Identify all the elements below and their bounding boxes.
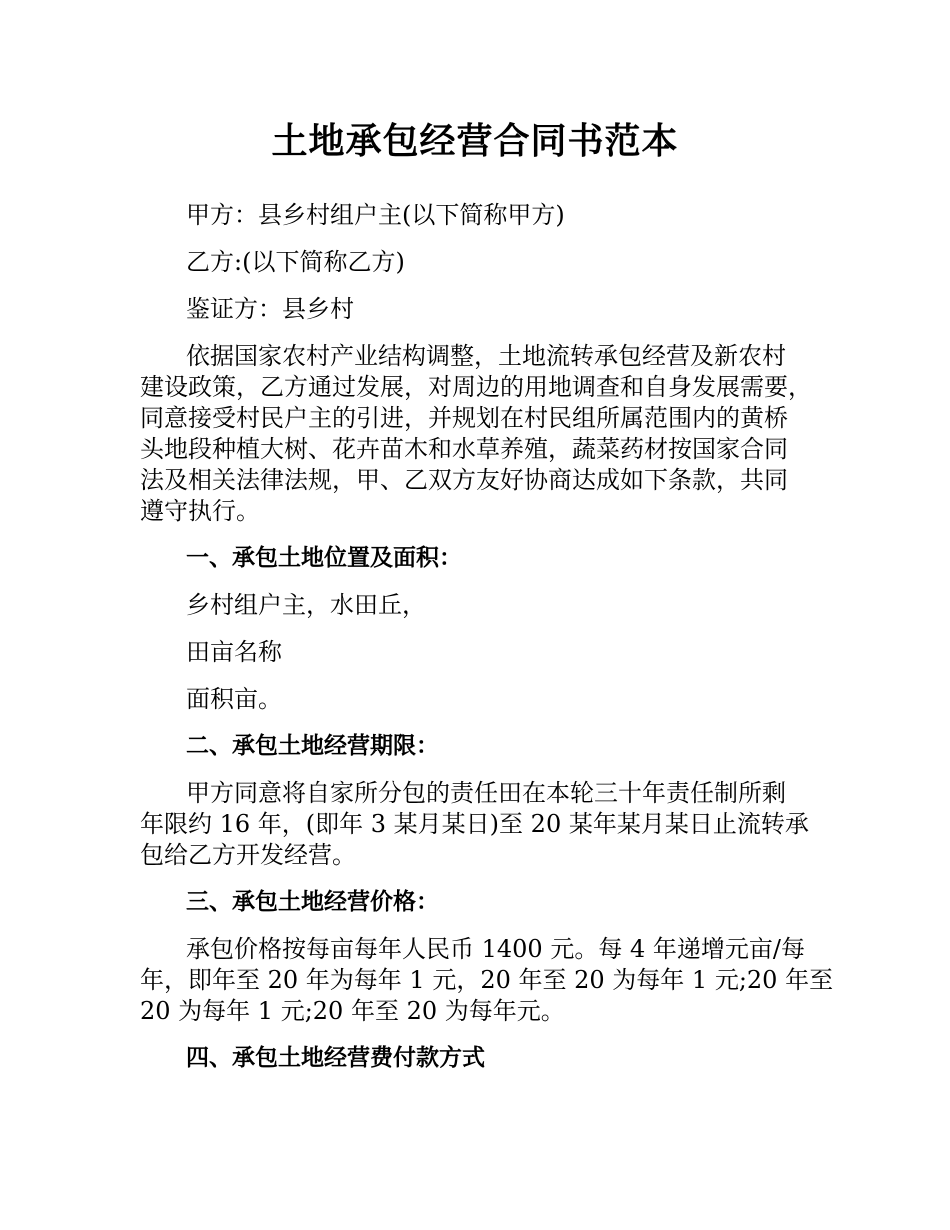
section-3-line: 年，即年至 20 年为每年 1 元，20 年至 20 为每年 1 元;20 年至	[140, 966, 834, 994]
party-b-line: 乙方:(以下简称乙方)	[186, 248, 405, 276]
section-2-line: 包给乙方开发经营。	[140, 841, 356, 869]
section-2-line: 年限约 16 年，(即年 3 某月某日)至 20 某年某月某日止流转承	[140, 810, 809, 838]
intro-line: 依据国家农村产业结构调整，土地流转承包经营及新农村	[186, 342, 786, 370]
section-3-heading: 三、承包土地经营价格：	[186, 889, 439, 915]
section-2-line: 甲方同意将自家所分包的责任田在本轮三十年责任制所剩	[186, 779, 786, 807]
intro-paragraph	[140, 341, 815, 527]
intro-line: 头地段种植大树、花卉苗木和水草养殖，蔬菜药材按国家合同	[140, 435, 788, 463]
intro-line: 遵守执行。	[140, 497, 260, 525]
section-1-heading: 一、承包土地位置及面积：	[186, 545, 462, 571]
intro-line: 同意接受村民户主的引进，并规划在村民组所属范围内的黄桥	[140, 404, 788, 432]
document-body	[140, 200, 834, 1090]
party-a-line: 甲方：县乡村组户主(以下简称甲方)	[186, 201, 565, 229]
section-2-paragraph	[140, 778, 815, 871]
section-1-item: 乡村组户主，水田丘，	[186, 591, 426, 619]
section-2-heading: 二、承包土地经营期限：	[186, 733, 439, 759]
section-1-item: 田亩名称	[186, 638, 282, 666]
section-3-paragraph	[140, 934, 834, 1027]
intro-line: 法及相关法律法规，甲、乙双方友好协商达成如下条款，共同	[140, 466, 788, 494]
section-1-item: 面积亩。	[186, 685, 282, 713]
intro-line: 建设政策，乙方通过发展，对周边的用地调查和自身发展需要，	[140, 373, 812, 401]
section-4-heading: 四、承包土地经营费付款方式	[186, 1045, 485, 1071]
document-title: 土地承包经营合同书范本	[271, 121, 679, 162]
witness-line: 鉴证方：县乡村	[186, 295, 354, 323]
section-3-line: 20 为每年 1 元;20 年至 20 为每年元。	[140, 997, 565, 1025]
section-3-line: 承包价格按每亩每年人民币 1400 元。每 4 年递增元亩/每	[186, 935, 805, 963]
